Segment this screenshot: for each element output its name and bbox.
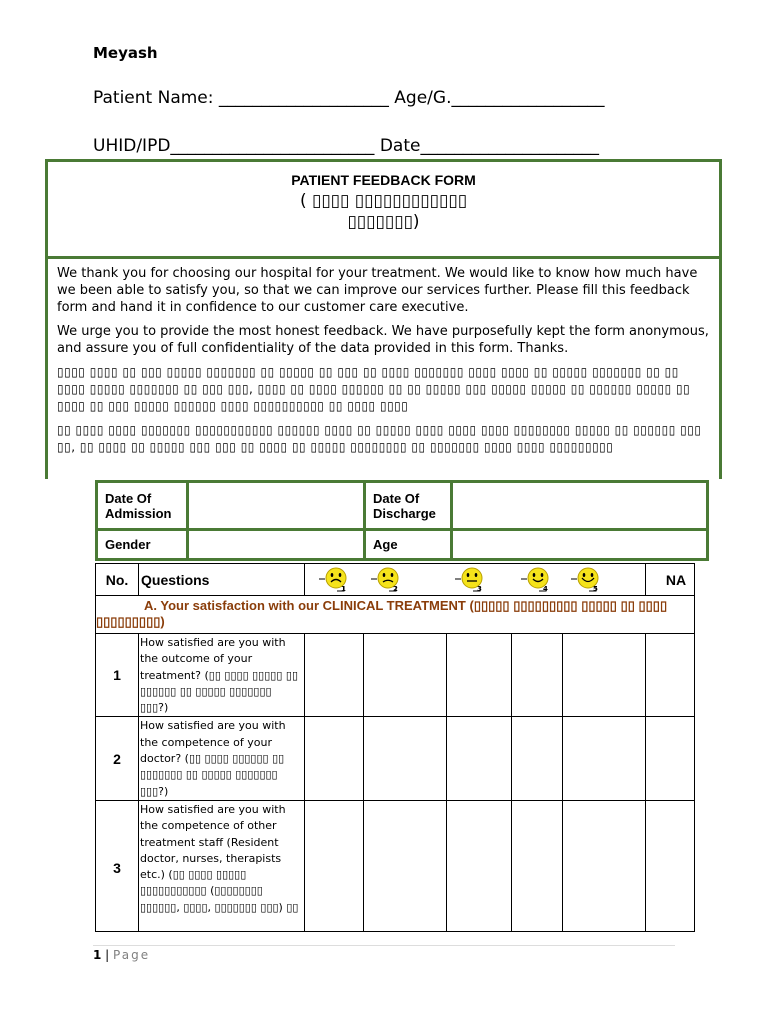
age-field[interactable]: [452, 530, 708, 560]
rating-cell[interactable]: [563, 800, 646, 931]
question-text: How satisfied are you with the competence of your doctor? (▯▯ ▯▯▯▯ ▯▯▯▯▯▯ ▯▯ ▯▯▯▯▯▯▯ ▯▯ ▯▯▯▯▯ ▯▯▯▯▯▯▯ ▯▯▯?): [139, 717, 305, 800]
col-no-header: No.: [96, 564, 139, 596]
question-text: How satisfied are you with the competence of other treatment staff (Resident doctor, nurses, therapists etc.) (▯▯ ▯▯▯▯ ▯▯▯▯▯ ▯▯▯▯▯▯▯▯▯▯▯ (▯▯▯▯▯▯▯▯ ▯▯▯▯▯▯, ▯▯▯▯, ▯▯▯▯▯▯▯ ▯▯▯) ▯▯: [139, 800, 305, 931]
rating-cell[interactable]: [447, 717, 512, 800]
age-label: Age: [365, 530, 452, 560]
admission-info-table: [95, 480, 709, 561]
discharge-date-field[interactable]: [452, 482, 708, 530]
question-number: 2: [96, 717, 139, 800]
rating-cell[interactable]: [305, 800, 364, 931]
rating-cell[interactable]: [364, 634, 447, 717]
page-footer: [93, 948, 150, 962]
uhid-date-line: UHID/IPD________________________ Date_____________________: [93, 136, 599, 156]
form-title-block: [48, 172, 719, 259]
question-row: [96, 800, 695, 931]
smiley-number: 4: [543, 585, 548, 593]
rating-cell[interactable]: [646, 634, 695, 717]
very-sad-smiley-icon: [319, 567, 349, 596]
form-title-hindi-1: ( ▯▯▯▯ ▯▯▯▯▯▯▯▯▯▯▯▯: [299, 191, 468, 211]
admission-date-label: Date Of Admission: [97, 482, 188, 530]
rating-cell[interactable]: [512, 634, 563, 717]
rating-cell[interactable]: [563, 634, 646, 717]
rating-cell[interactable]: [364, 717, 447, 800]
gender-label: Gender: [97, 530, 188, 560]
rating-header: [305, 564, 646, 596]
page-separator: |: [101, 948, 114, 962]
intro-paragraph-1: We thank you for choosing our hospital for your treatment. We would like to know how much have we been able to satisfy you, so that we can improve our services further. Please fill this feedback form and hand it in confidence to our customer care executive.: [57, 266, 698, 315]
patient-name-header: Meyash: [93, 44, 158, 62]
form-title: PATIENT FEEDBACK FORM: [291, 172, 476, 188]
neutral-smiley-icon: [455, 567, 485, 596]
gender-field[interactable]: [188, 530, 365, 560]
intro-hindi-1: ▯▯▯▯ ▯▯▯▯ ▯▯ ▯▯▯ ▯▯▯▯▯ ▯▯▯▯▯▯▯ ▯▯ ▯▯▯▯▯ ▯▯ ▯▯▯ ▯▯ ▯▯▯▯ ▯▯▯▯▯▯▯ ▯▯▯▯ ▯▯▯▯ ▯▯ ▯▯▯▯▯ ▯▯▯▯▯▯▯ ▯▯ ▯▯ ▯▯▯▯ ▯▯▯▯▯ ▯▯▯▯▯▯▯ ▯▯ ▯▯▯ ▯▯▯, ▯▯▯▯ ▯▯ ▯▯▯▯ ▯▯▯▯▯▯ ▯▯ ▯▯ ▯▯▯▯▯ ▯▯▯ ▯▯▯▯▯ ▯▯▯▯▯ ▯▯ ▯▯▯▯▯▯ ▯▯▯▯▯ ▯▯ ▯▯▯▯ ▯▯ ▯▯▯ ▯▯▯▯▯ ▯▯▯▯▯▯ ▯▯▯▯ ▯▯▯▯▯▯▯▯▯▯ ▯▯ ▯▯▯▯ ▯▯▯▯: [57, 365, 691, 413]
sad-smiley-icon: [371, 567, 401, 596]
rating-cell[interactable]: [512, 800, 563, 931]
rating-cell[interactable]: [646, 717, 695, 800]
feedback-form-box: [45, 159, 722, 479]
intro-paragraph-2: We urge you to provide the most honest feedback. We have purposefully kept the form anonymous, and assure you of full confidentiality of the data provided in this form. Thanks.: [57, 324, 709, 356]
question-text: How satisfied are you with the outcome of your treatment? (▯▯ ▯▯▯▯ ▯▯▯▯▯ ▯▯ ▯▯▯▯▯▯ ▯▯ ▯▯▯▯▯ ▯▯▯▯▯▯▯ ▯▯▯?): [139, 634, 305, 717]
smiley-number: 1: [341, 585, 346, 593]
question-number: 3: [96, 800, 139, 931]
page-number: 1: [93, 948, 102, 962]
discharge-date-label: Date Of Discharge: [365, 482, 452, 530]
col-na-header: NA: [646, 564, 695, 596]
smiley-number: 3: [477, 585, 482, 593]
rating-cell[interactable]: [305, 634, 364, 717]
section-a-text: A. Your satisfaction with our CLINICAL TREATMENT (▯▯▯▯▯ ▯▯▯▯▯▯▯▯▯ ▯▯▯▯▯ ▯▯ ▯▯▯▯ ▯▯▯▯▯▯▯▯▯): [96, 598, 668, 629]
smiley-number: 2: [393, 585, 398, 593]
intro-text: [48, 259, 719, 456]
patient-name-age-line: Patient Name: ____________________ Age/G.__________________: [93, 88, 605, 108]
rating-cell[interactable]: [305, 717, 364, 800]
question-row: [96, 634, 695, 717]
page-label: Page: [113, 948, 151, 962]
section-a-heading: [96, 596, 695, 634]
very-happy-smiley-icon: [571, 567, 601, 596]
rating-cell[interactable]: [512, 717, 563, 800]
footer-rule: [93, 945, 675, 946]
smiley-number: 5: [593, 585, 598, 593]
rating-cell[interactable]: [646, 800, 695, 931]
rating-cell[interactable]: [364, 800, 447, 931]
questions-table: [95, 563, 695, 932]
happy-smiley-icon: [521, 567, 551, 596]
intro-hindi-2: ▯▯ ▯▯▯▯ ▯▯▯▯ ▯▯▯▯▯▯▯ ▯▯▯▯▯▯▯▯▯▯▯ ▯▯▯▯▯▯ ▯▯▯▯ ▯▯ ▯▯▯▯▯ ▯▯▯▯ ▯▯▯▯ ▯▯▯▯ ▯▯▯▯▯▯▯▯ ▯▯▯▯▯ ▯▯ ▯▯▯▯▯▯ ▯▯▯ ▯▯, ▯▯ ▯▯▯▯ ▯▯ ▯▯▯▯▯ ▯▯▯ ▯▯▯ ▯▯ ▯▯▯▯ ▯▯ ▯▯▯▯▯ ▯▯▯▯▯▯▯▯ ▯▯ ▯▯▯▯▯▯▯ ▯▯▯▯ ▯▯▯▯ ▯▯▯▯▯▯▯▯▯: [57, 423, 702, 454]
rating-cell[interactable]: [447, 800, 512, 931]
col-questions-header: Questions: [139, 564, 305, 596]
question-row: [96, 717, 695, 800]
smiley-row: [305, 564, 645, 595]
rating-cell[interactable]: [447, 634, 512, 717]
question-number: 1: [96, 634, 139, 717]
form-title-hindi-2: ▯▯▯▯▯▯▯): [347, 212, 420, 232]
admission-date-field[interactable]: [188, 482, 365, 530]
rating-cell[interactable]: [563, 717, 646, 800]
